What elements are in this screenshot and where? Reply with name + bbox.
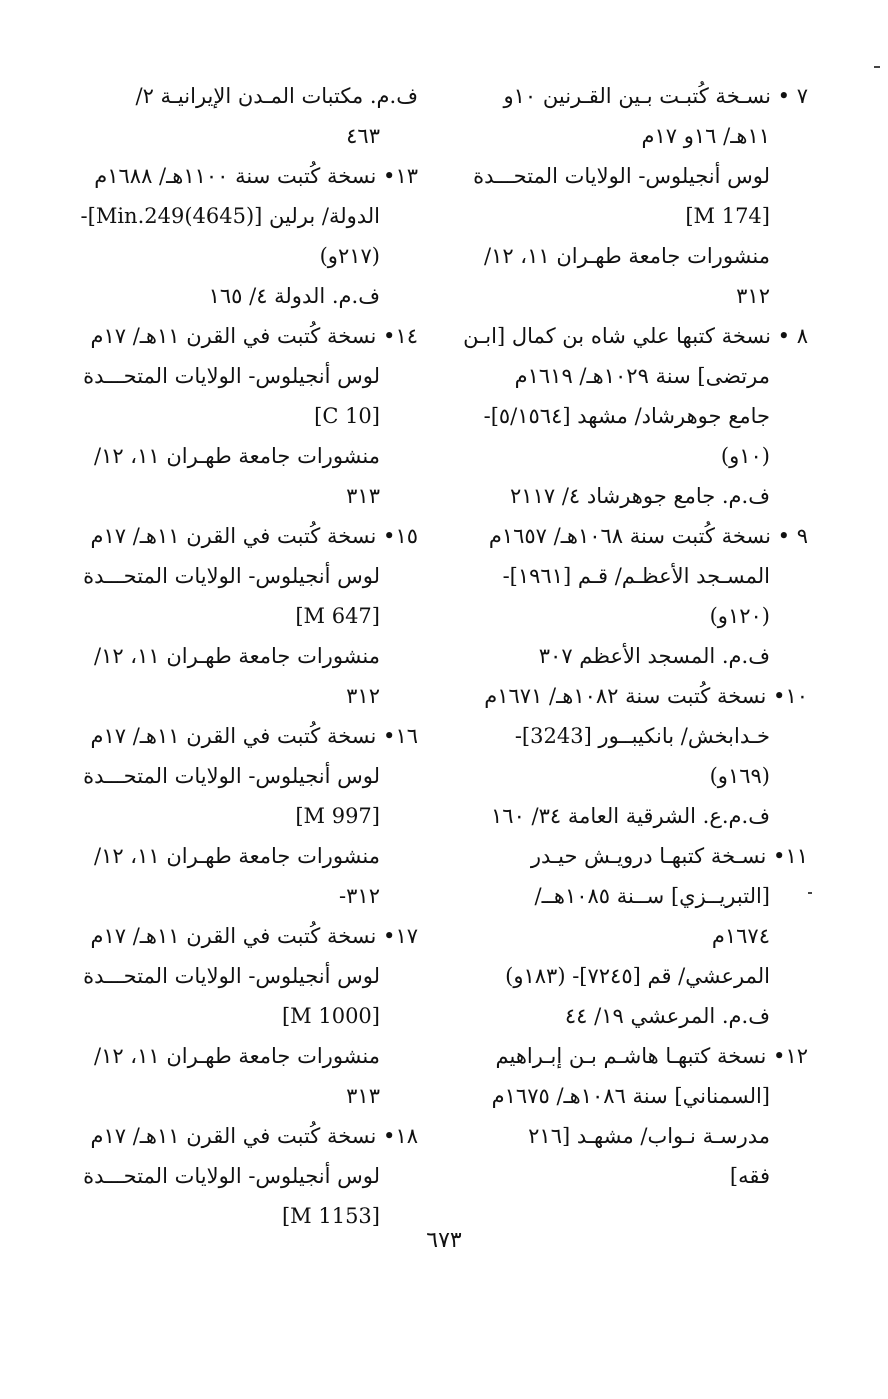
entry-line: [C 10] xyxy=(314,404,380,428)
entry-heading: ١٥• نسخة كُتبت في القرن ١١هـ/ ١٧م xyxy=(90,524,418,548)
entry-line: لوس أنجيلوس- الولايات المتحـــدة xyxy=(83,964,380,988)
right-column xyxy=(453,76,808,1196)
scan-mark xyxy=(808,892,812,894)
entry-line: [M 1153] xyxy=(281,1204,380,1228)
entry-line: منشورات جامعة طهـران ١١، ١٢/ xyxy=(483,244,770,268)
entry-line: (١٠و) xyxy=(720,444,770,468)
entry-line: المسـجد الأعظـم/ قـم [١٩٦١]- xyxy=(502,564,770,588)
manuscript-entry xyxy=(453,516,808,676)
entry-line: ٣١٣ xyxy=(346,484,380,508)
manuscript-entry xyxy=(73,156,418,316)
entry-heading: ٧ • نسـخة كُتبـت بـين القـرنين ١٠و xyxy=(503,84,808,108)
entry-line: [التبريــزي] ســنة ١٠٨٥هــ/ xyxy=(534,884,770,908)
entry-heading: ٨ • نسخة كتبها علي شاه بن كمال [ابـن xyxy=(463,324,808,348)
entry-line: ١١هـ/ ١٦و ١٧م xyxy=(641,124,770,148)
entry-heading: ١٠• نسخة كُتبت سنة ١٠٨٢هـ/ ١٦٧١م xyxy=(484,684,808,708)
entry-line: ف.م. المسجد الأعظم ٣٠٧ xyxy=(538,644,770,668)
manuscript-entry xyxy=(453,76,808,316)
entry-line: (١٦٩و) xyxy=(709,764,770,788)
entry-line: [M 997] xyxy=(295,804,380,828)
entry-line: لوس أنجيلوس- الولايات المتحـــدة xyxy=(83,764,380,788)
entry-line: مدرسـة نـواب/ مشهـد [٢١٦ xyxy=(528,1124,770,1148)
manuscript-entry xyxy=(73,716,418,916)
entry-line: ف.م.ع. الشرقية العامة ٣٤/ ١٦٠ xyxy=(491,804,770,828)
entry-line: منشورات جامعة طهـران ١١، ١٢/ xyxy=(93,644,380,668)
entry-line: [السمناني] سنة ١٠٨٦هـ/ ١٦٧٥م xyxy=(491,1084,770,1108)
entry-line: ٣١٣ xyxy=(346,1084,380,1108)
entry-line: ف.م. جامع جوهرشاد ٤/ ٢١١٧ xyxy=(510,484,770,508)
entry-line: لوس أنجيلوس- الولايات المتحـــدة xyxy=(83,1164,380,1188)
entry-line: منشورات جامعة طهـران ١١، ١٢/ xyxy=(93,1044,380,1068)
page-number: ٦٧٣ xyxy=(426,1228,462,1253)
entry-heading: ١٢• نسخة كتبهـا هاشـم بـن إبـراهيم xyxy=(495,1044,808,1068)
entry-line: لوس أنجيلوس- الولايات المتحـــدة xyxy=(473,164,770,188)
entry-heading: ١٧• نسخة كُتبت في القرن ١١هـ/ ١٧م xyxy=(90,924,418,948)
manuscript-entry xyxy=(453,1036,808,1196)
entry-line: ف.م. الدولة ٤/ ١٦٥ xyxy=(208,284,380,308)
manuscript-entry xyxy=(73,1116,418,1236)
entry-line: ٣١٢ xyxy=(736,284,770,308)
entry-line: المرعشي/ قم [٧٢٤٥]- (١٨٣و) xyxy=(505,964,770,988)
entry-heading: ٩ • نسخة كُتبت سنة ١٠٦٨هـ/ ١٦٥٧م xyxy=(488,524,808,548)
entry-line: لوس أنجيلوس- الولايات المتحـــدة xyxy=(83,564,380,588)
entry-line: خـدابخش/ بانكيبــور [3243]- xyxy=(514,724,770,748)
entry-line: منشورات جامعة طهـران ١١، ١٢/ xyxy=(93,444,380,468)
entry-line: (١٢٠و) xyxy=(709,604,770,628)
entry-line: ٣١٢- xyxy=(339,884,380,908)
manuscript-entry xyxy=(73,316,418,516)
entry-heading: ١٦• نسخة كُتبت في القرن ١١هـ/ ١٧م xyxy=(90,724,418,748)
entry-line: [M 174] xyxy=(685,204,770,228)
manuscript-entry xyxy=(73,76,418,156)
entry-line: الدولة/ برلين [Min.249(4645)]- xyxy=(80,204,380,228)
entry-line: ١٦٧٤م xyxy=(711,924,770,948)
left-column xyxy=(73,76,418,1236)
manuscript-entry xyxy=(453,836,808,1036)
manuscript-entry xyxy=(73,516,418,716)
entry-line: (٢١٧و) xyxy=(319,244,380,268)
entry-line: منشورات جامعة طهـران ١١، ١٢/ xyxy=(93,844,380,868)
entry-line: جامع جوهرشاد/ مشهد [٥/١٥٦٤]- xyxy=(483,404,770,428)
entry-line: ٣١٢ xyxy=(346,684,380,708)
entry-heading: ١٤• نسخة كُتبت في القرن ١١هـ/ ١٧م xyxy=(90,324,418,348)
entry-line: ٤٦٣ xyxy=(346,124,380,148)
entry-heading: ١٣• نسخة كُتبت سنة ١١٠٠هـ/ ١٦٨٨م xyxy=(94,164,418,188)
entry-line: [M 1000] xyxy=(281,1004,380,1028)
entry-heading: ١١• نسـخة كتبهـا درويـش حيـدر xyxy=(530,844,808,868)
manuscript-entry xyxy=(453,676,808,836)
entry-line: [M 647] xyxy=(295,604,380,628)
entry-heading: ١٨• نسخة كُتبت في القرن ١١هـ/ ١٧م xyxy=(90,1124,418,1148)
manuscript-entry xyxy=(73,916,418,1116)
entry-line: ف.م. مكتبات المـدن الإيرانيـة ٢/ xyxy=(135,84,418,108)
manuscript-entry xyxy=(453,316,808,516)
entry-line: لوس أنجيلوس- الولايات المتحـــدة xyxy=(83,364,380,388)
entry-line: ف.م. المرعشي ١٩/ ٤٤ xyxy=(564,1004,770,1028)
entry-line: مرتضى] سنة ١٠٢٩هـ/ ١٦١٩م xyxy=(514,364,770,388)
entry-line: فقه] xyxy=(729,1164,770,1188)
scan-mark xyxy=(874,66,880,68)
